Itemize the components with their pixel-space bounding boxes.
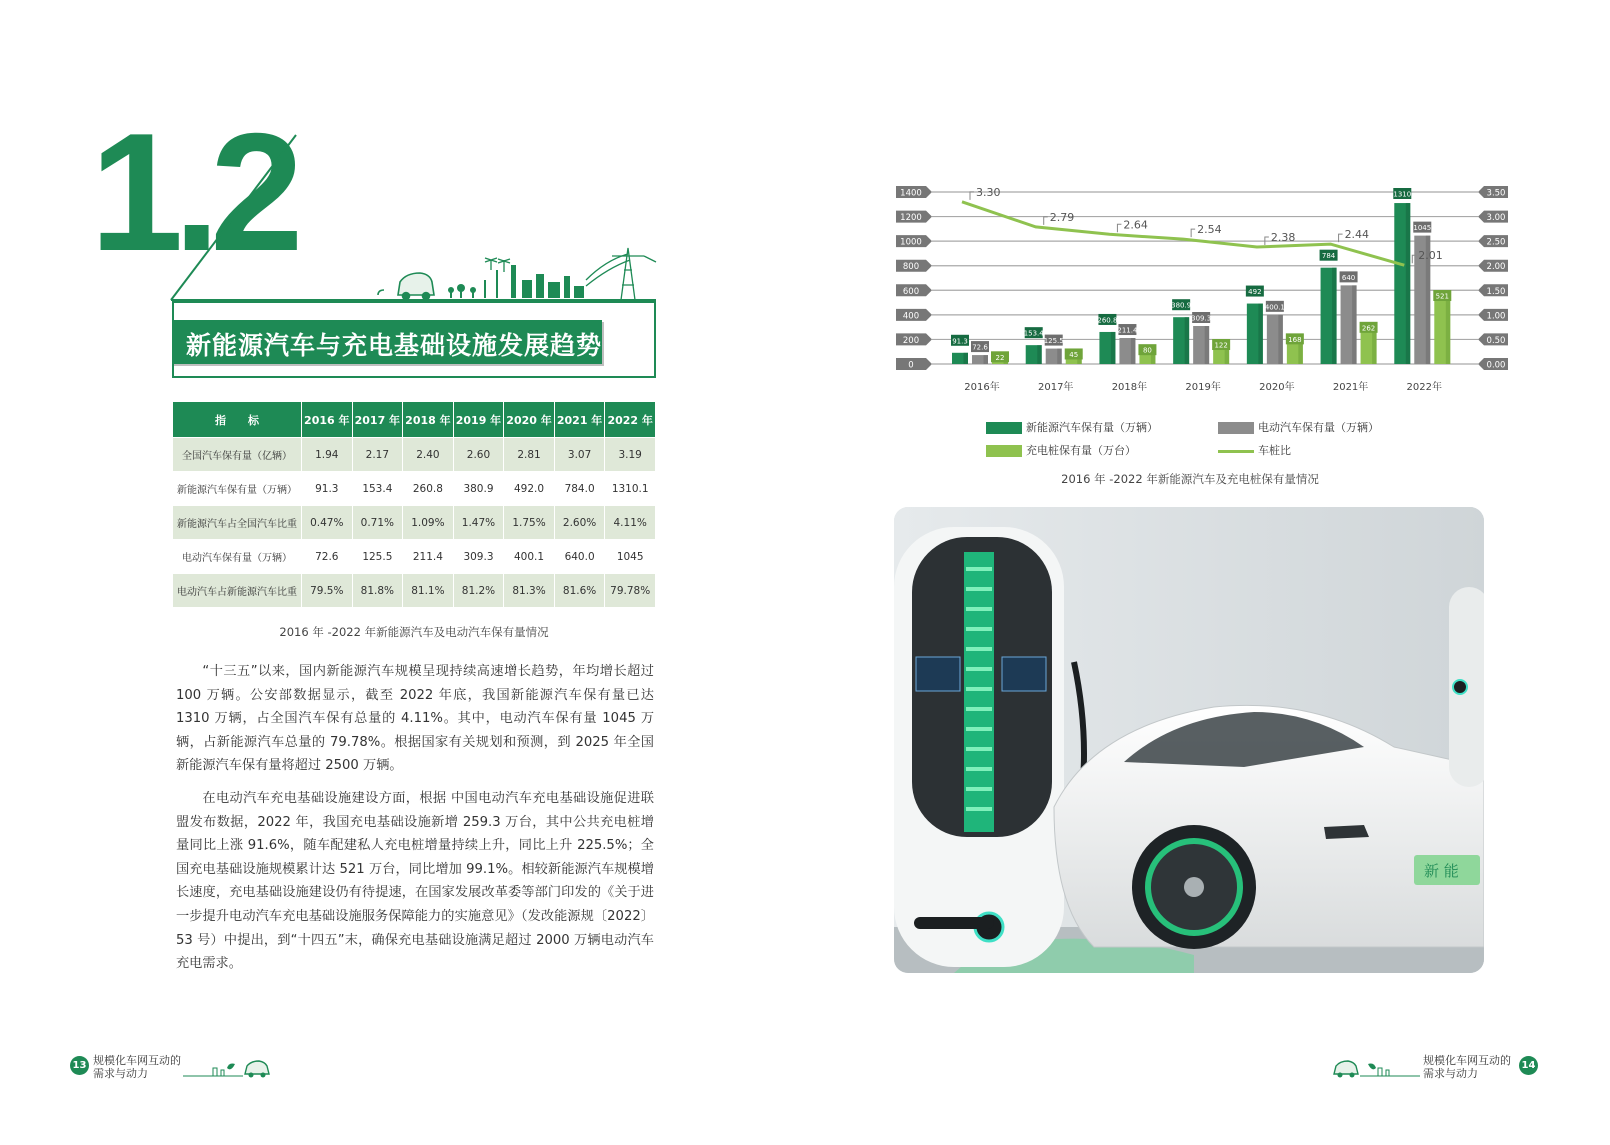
y-right-tick-label: 0.00 [1486,360,1506,371]
table-cell: 211.4 [403,540,453,573]
table-cell: 125.5 [353,540,403,573]
bar-shade [1131,338,1135,364]
legend-swatch [1218,450,1254,453]
data-label: 153.4 [1023,329,1044,338]
table-cell: 260.8 [403,472,453,505]
table-cell: 0.47% [302,506,352,539]
ratio-label: 2.38 [1270,231,1296,245]
table-header-2017: 2017 年 [353,402,403,437]
y-right-tick-label: 1.50 [1486,286,1506,297]
ratio-line [962,202,1404,265]
table-cell: 81.6% [555,574,605,607]
bar-shade [984,355,988,364]
ratio-label-tick [1044,217,1048,225]
table-header-2018: 2018 年 [403,402,453,437]
section-title: 新能源汽车与充电基础设施发展趋势 [186,331,603,360]
bar-shade [1185,317,1189,364]
bar-shade [1225,349,1229,364]
row-label: 新能源汽车占全国汽车比重 [173,506,301,539]
table-row [173,472,655,505]
bar-shade [1372,332,1376,364]
data-label: 22 [995,353,1005,362]
table-cell: 4.11% [605,506,655,539]
legend-label: 电动汽车保有量（万辆） [1258,421,1379,434]
footer-left-line2: 需求与动力 [93,1067,148,1080]
y-right-tick-label: 0.50 [1486,335,1506,346]
table-cell: 400.1 [504,540,554,573]
y-right-tick-label: 1.00 [1486,311,1506,322]
table-cell: 1045 [605,540,655,573]
ratio-label: 2.64 [1123,218,1148,232]
bar-shade [1037,345,1041,364]
y-right-tick-label: 3.50 [1486,188,1506,199]
ratio-label-tick [1191,229,1195,237]
table-cell: 81.3% [504,574,554,607]
table-row [173,506,655,539]
data-label: 309.3 [1191,314,1212,323]
legend-item-chargers [986,442,1136,458]
header-decoration [166,130,666,310]
data-label: 72.6 [972,343,988,352]
page-number-left: 13 [70,1056,89,1075]
table-cell: 2.40 [403,438,453,471]
legend-item-ratio [1218,442,1291,458]
bar-shade [1151,354,1155,364]
table-header-2020: 2020 年 [504,402,554,437]
legend-item-ev [1218,419,1379,435]
row-label: 新能源汽车保有量（万辆） [173,472,301,505]
table-cell: 0.71% [353,506,403,539]
table-cell: 3.19 [605,438,655,471]
vehicle-stats-table [172,401,656,608]
page-number-right: 14 [1519,1056,1538,1075]
y-left-tick-tag [896,358,932,370]
chart-caption: 2016 年 -2022 年新能源汽车及充电桩保有量情况 [1061,472,1319,486]
bar-shade [1406,203,1410,364]
table-cell: 72.6 [302,540,352,573]
charging-scene-illustration [894,507,1484,973]
bar-shade [1446,300,1450,364]
ratio-label: 2.01 [1418,249,1443,263]
legend-label: 充电桩保有量（万台） [1026,444,1136,457]
y-left-tick-label: 800 [902,262,920,273]
footer-left-line1: 规模化车网互动的 [93,1054,181,1067]
table-cell: 492.0 [504,472,554,505]
y-right-tick-label: 3.00 [1486,213,1506,224]
data-label: 492 [1248,288,1262,297]
table-cell: 79.5% [302,574,352,607]
table-cell: 1.09% [403,506,453,539]
y-left-tick-label: 1400 [900,188,922,199]
data-label: 1045 [1413,224,1432,233]
data-label: 521 [1435,292,1449,301]
ownership-chart [890,180,1510,410]
y-left-tick-label: 600 [902,286,920,297]
y-left-tick-label: 1200 [900,213,922,224]
table-cell: 640.0 [555,540,605,573]
table-row [173,574,655,607]
table-row [173,438,655,471]
table-header-2019: 2019 年 [454,402,504,437]
table-cell: 81.1% [403,574,453,607]
paragraph-2: 在电动汽车充电基础设施建设方面，根据 中国电动汽车充电基础设施促进联盟发布数据，2022 年，我国充电基础设施新增 259.3 万台，其中公共充电桩增量同比上涨 91.6%，随车配建私人充电桩增量持续上升，同比上升 225.5%；全国充电基础设施规模累计达 521 万台，同比增加 99.1%。相较新能源汽车规模增长速度，充电基础设施建设仍有待提速，在国家发展改革委等部门印发的《关于进一步提升电动汽车充电基础设施服务保障能力的实施意见》（发改能源规〔2022〕53 号）中提出，到“十四五”末，确保充电基础设施满足超过 2000 万辆电动汽车充电需求。 [176,790,654,972]
data-label: 262 [1361,324,1376,333]
data-label: 260.8 [1097,316,1118,325]
ratio-label-tick [970,192,974,200]
row-label: 全国汽车保有量（亿辆） [173,438,301,471]
bar-shade [1298,343,1302,364]
table-cell: 2.17 [353,438,403,471]
license-plate-text: 新 能 [1424,862,1459,880]
ratio-label: 2.54 [1197,223,1222,237]
table-cell: 309.3 [454,540,504,573]
table-cell: 3.07 [555,438,605,471]
ratio-label: 2.79 [1049,210,1075,224]
table-header-row [173,402,655,437]
data-label: 400.1 [1264,303,1285,312]
y-left-tick-label: 200 [902,335,920,346]
bar-shade [1352,285,1356,364]
data-label: 122 [1214,341,1228,350]
bar-shade [1258,304,1262,364]
x-tick-label: 2021年 [1332,382,1369,393]
table-cell: 79.78% [605,574,655,607]
bar-shade [1205,326,1209,364]
table-cell: 1310.1 [605,472,655,505]
table-row [173,540,655,573]
bar-shade [1057,349,1061,364]
y-left-tick-label: 0 [908,360,914,371]
data-label: 640 [1341,273,1356,282]
table-cell: 1.75% [504,506,554,539]
x-tick-label: 2018年 [1111,382,1148,393]
x-tick-label: 2022年 [1406,382,1443,393]
legend-swatch [986,445,1022,457]
ratio-label: 3.30 [976,185,1001,199]
charging-station-photo [894,507,1484,973]
ratio-label-tick [1117,224,1121,232]
row-label: 电动汽车保有量（万辆） [173,540,301,573]
section-number: 1.2 [90,98,294,286]
table-cell: 784.0 [555,472,605,505]
x-tick-label: 2016年 [964,382,1000,393]
footer-left-car-icon [183,1052,273,1082]
table-cell: 81.2% [454,574,504,607]
table-header-2016: 2016 年 [302,402,352,437]
table-cell: 2.60 [454,438,504,471]
data-label: 80 [1142,346,1152,355]
body-text [176,660,654,985]
data-label: 45 [1069,350,1079,359]
row-label: 电动汽车占新能源汽车比重 [173,574,301,607]
y-right-tick-label: 2.00 [1486,262,1506,273]
x-tick-label: 2019年 [1185,382,1221,393]
footer-right-line1: 规模化车网互动的 [1423,1054,1511,1067]
data-label: 125.5 [1043,337,1064,346]
table-cell: 91.3 [302,472,352,505]
table-header-2021: 2021 年 [555,402,605,437]
table-cell: 380.9 [454,472,504,505]
table-cell: 2.81 [504,438,554,471]
bar-shade [1278,315,1282,364]
bar-shade [1111,332,1115,364]
table-cell: 153.4 [353,472,403,505]
legend-label: 新能源汽车保有量（万辆） [1026,421,1158,434]
legend-item-nev [986,419,1158,435]
data-label: 91.3 [952,337,968,346]
table-cell: 1.47% [454,506,504,539]
data-label: 211.4 [1117,326,1138,335]
footer-right-text [1423,1054,1511,1080]
table-cell: 2.60% [555,506,605,539]
bar-shade [1332,268,1336,364]
car-icon [378,273,434,300]
y-left-tick-label: 1000 [900,237,922,248]
table-header-indicator: 指 标 [173,402,301,437]
y-right-tick-label: 2.50 [1486,237,1506,248]
bar-shade [964,353,968,364]
y-left-tick-label: 400 [902,311,920,322]
x-tick-label: 2020年 [1259,382,1295,393]
legend-swatch [1218,422,1254,434]
footer-right-car-icon [1330,1052,1420,1082]
table-header-2022: 2022 年 [605,402,655,437]
data-label: 380.9 [1171,301,1192,310]
legend-label: 车桩比 [1258,444,1291,457]
data-label: 784 [1321,252,1336,261]
data-label: 1310 [1393,190,1412,199]
footer-left-text [93,1054,181,1080]
data-label: 168 [1288,335,1302,344]
paragraph-1: “十三五”以来，国内新能源汽车规模呈现持续高速增长趋势，年均增长超过 100 万辆。公安部数据显示，截至 2022 年底，我国新能源汽车保有量已达 1310 万辆，占全国汽车保有总量的 4.11%。其中，电动汽车保有量 1045 万辆，占新能源汽车总量的 79.78%。根据国家有关规划和预测，到 2025 年全国新能源汽车保有量将超过 2500 万辆。 [176,664,654,774]
ratio-label: 2.44 [1344,228,1370,242]
footer-right-line2: 需求与动力 [1423,1067,1478,1080]
table-cell: 81.8% [353,574,403,607]
table-cell: 1.94 [302,438,352,471]
x-tick-label: 2017年 [1037,382,1074,393]
legend-swatch [986,422,1022,434]
table-caption: 2016 年 -2022 年新能源汽车及电动汽车保有量情况 [279,625,549,639]
